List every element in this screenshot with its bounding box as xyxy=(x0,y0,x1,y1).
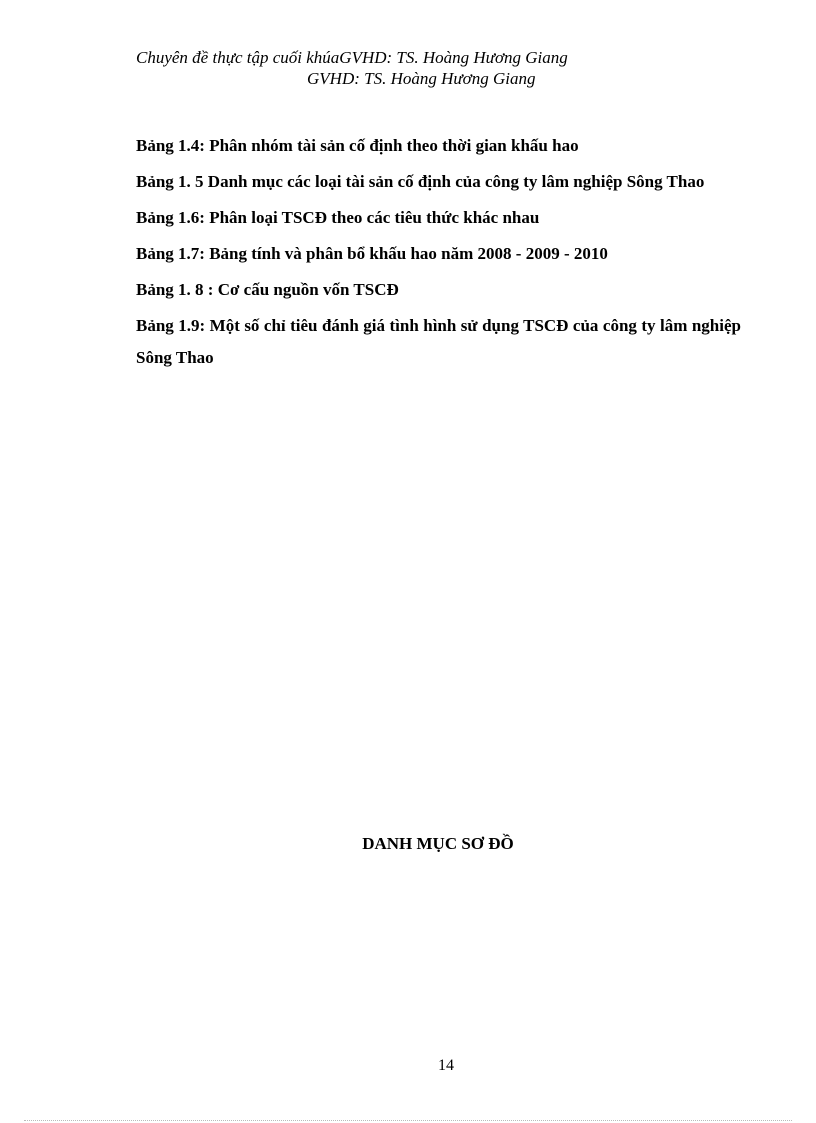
table-list-item-1-7: Bảng 1.7: Bảng tính và phân bổ khấu hao năm 2008 - 2009 - 2010 xyxy=(136,244,608,263)
table-list-item-1-6: Bảng 1.6: Phân loại TSCĐ theo các tiêu thức khác nhau xyxy=(136,208,540,227)
section-title: DANH MỤC SƠ ĐỒ xyxy=(362,834,514,853)
table-list-item-1-5: Bảng 1. 5 Danh mục các loại tài sản cố định của công ty lâm nghiệp Sông Thao xyxy=(136,172,705,191)
table-list-item-1-9: Bảng 1.9: Một số chỉ tiêu đánh giá tình hình sử dụng TSCĐ của công ty lâm nghiệp Sông Thao xyxy=(136,316,741,367)
table-list-item-1-8: Bảng 1. 8 : Cơ cấu nguồn vốn TSCĐ xyxy=(136,280,399,299)
footer-divider xyxy=(24,1120,792,1121)
page-number: 14 xyxy=(438,1057,454,1074)
table-list-item-1-4: Bảng 1.4: Phân nhóm tài sản cố định theo thời gian khấu hao xyxy=(136,136,579,155)
table-list xyxy=(136,130,741,378)
header-line-1: Chuyên đề thực tập cuối khúaGVHD: TS. Hoàng Hương Giang xyxy=(136,48,568,67)
header-line-2: GVHD: TS. Hoàng Hương Giang xyxy=(307,69,536,88)
